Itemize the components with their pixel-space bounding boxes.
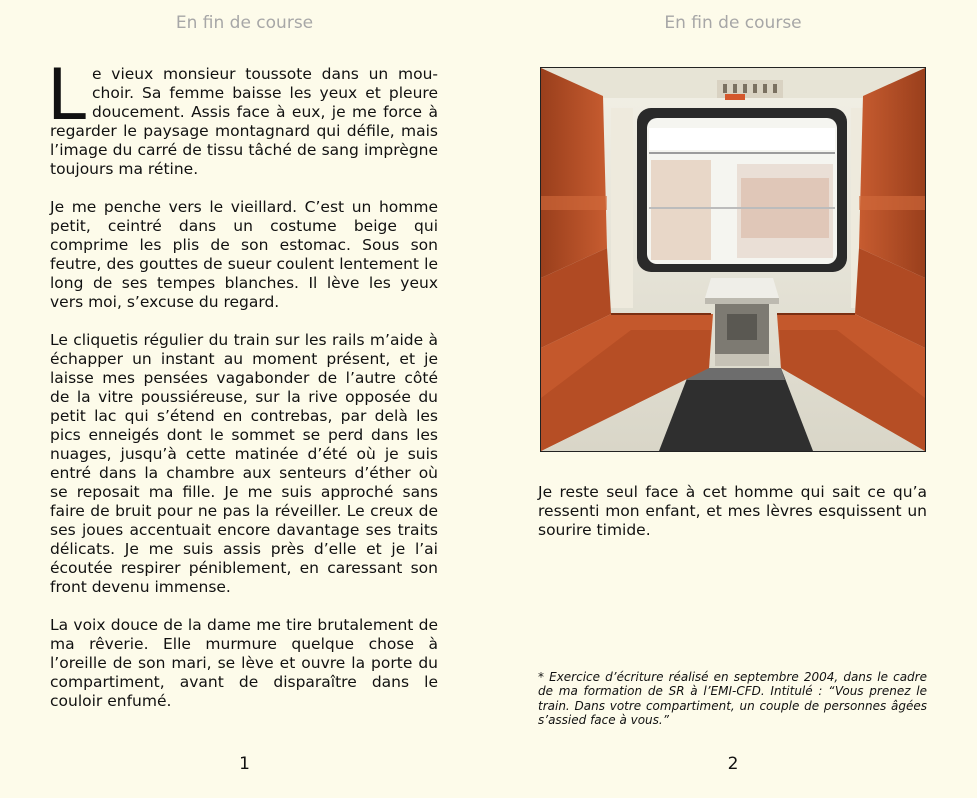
- running-head-right: En fin de course: [664, 13, 802, 33]
- train-compartment-photo: [540, 67, 926, 452]
- running-head-left: En fin de course: [175, 13, 314, 33]
- paragraph-1: [47, 54, 438, 179]
- train-compartment-illustration: [541, 68, 925, 451]
- paragraph-3: Le cliquetis régulier du train sur les rails m’aide à échapper un instant au moment présent, et je laisse mes pensées vagabonder de l’autre côté de la vitre poussiéreuse, sur la rive opposée du petit lac qui s’étend en contrebas, par delà les pics enneigés dont le sommet se perd dans les nuages, jusqu’à cette matinée d’été où je suis entré dans la chambre aux senteurs d’éther où se reposait ma fille. Je me suis approché sans faire de bruit pour ne pas la réveiller. Le creux de ses joues accentuait encore davantage ses traits délicats. Je me suis assis près d’elle et je l’ai écoutée respirer péniblement, en caressant son front devenu immense.: [50, 331, 438, 596]
- closing-paragraph: Je reste seul face à cet homme qui sait ce qu’a ressenti mon enfant, et mes lèvres esquissent un sourire timide.: [538, 483, 927, 539]
- right-text-column: [538, 483, 927, 559]
- dropcap-letter: L: [47, 54, 86, 136]
- paragraph-1-text: e vieux monsieur toussote dans un mouchoir. Sa femme baisse les yeux et pleure doucement. Assis face à eux, je me force à regarder le paysage montagnard qui défile, mais l’image du carré de tissu tâché de sang imprègne toujours ma rétine.: [50, 65, 438, 178]
- page-number-right: 2: [727, 754, 739, 774]
- right-page: [489, 0, 977, 798]
- page-number-left: 1: [239, 754, 250, 774]
- left-text-column: [47, 54, 438, 730]
- footnote: * Exercice d’écriture réalisé en septembre 2004, dans le cadre de ma formation de SR à l’EMI-CFD. Intitulé : “Vous prenez le train. Dans votre compartiment, un couple de personnes âgées s’assied face à vous.”: [538, 670, 927, 728]
- paragraph-4: La voix douce de la dame me tire brutalement de ma rêverie. Elle murmure quelque chose à l’oreille de son mari, se lève et ouvre la porte du compartiment, avant de disparaître dans le couloir enfumé.: [50, 616, 438, 710]
- paragraph-2: Je me penche vers le vieillard. C’est un homme petit, ceintré dans un costume beige qui comprime les plis de son estomac. Sous son feutre, des gouttes de sueur coulent lentement le long de ses tempes blanches. Il lève les yeux vers moi, s’excuse du regard.: [50, 198, 438, 311]
